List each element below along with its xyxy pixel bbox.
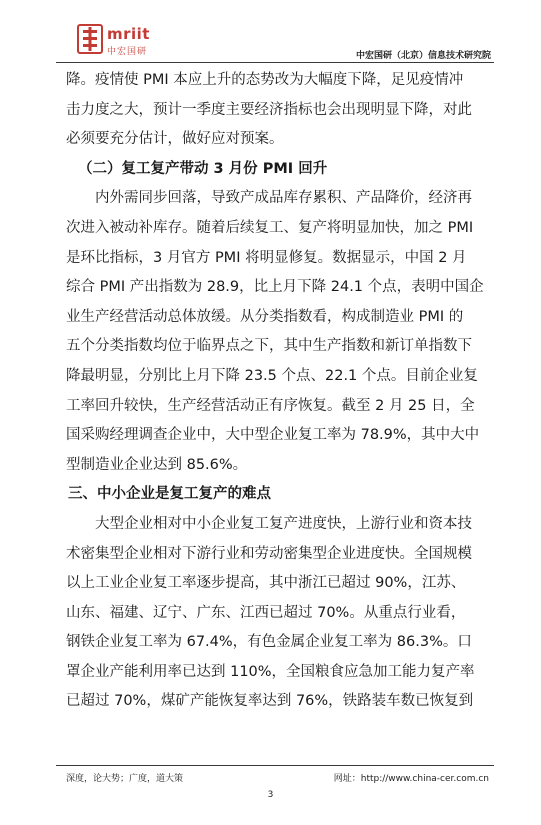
paragraph-line: 型制造业企业达到 85.6%。 (66, 456, 248, 473)
paragraph-line: 以上工业企业复工率逐步提高，其中浙江已超过 90%，江苏、 (66, 575, 466, 592)
paragraph-line: 钢铁企业复工率为 67.4%，有色金属企业复工率为 86.3%。口 (66, 634, 472, 651)
section-heading: 三、中小企业是复工复产的难点 (68, 486, 271, 503)
paragraph-line: 是环比指标，3 月官方 PMI 将明显修复。数据显示，中国 2 月 (66, 249, 467, 266)
paragraph-line: 次进入被动补库存。随着后续复工、复产将明显加快，加之 PMI (66, 219, 474, 236)
paragraph-line: 击力度之大，预计一季度主要经济指标也会出现明显下降，对此 (66, 101, 472, 118)
logo-subtext: 中宏国研 (107, 47, 148, 57)
paragraph-line: 罩企业产能利用率已达到 110%，全国粮食应急加工能力复产率 (66, 663, 475, 680)
page-number: 3 (267, 790, 274, 800)
header-divider (56, 62, 494, 63)
subsection-heading: （二）复工复产带动 3 月份 PMI 回升 (78, 160, 328, 177)
paragraph-line: 术密集型企业相对下游行业和劳动密集型企业进度快。全国规模 (66, 545, 472, 562)
logo (77, 24, 167, 58)
paragraph-line: 内外需同步回落，导致产成品库存累积、产品降价，经济再 (95, 190, 472, 207)
logo-mark-icon (77, 24, 103, 54)
paragraph-line: 大型企业相对中小企业复工复产进度快，上游行业和资本技 (95, 515, 472, 532)
paragraph-line: 已超过 70%，煤矿产能恢复率达到 76%，铁路装车数已恢复到 (66, 693, 474, 710)
paragraph-line: 综合 PMI 产出指数为 28.9，比上月下降 24.1 个点，表明中国企 (66, 279, 484, 296)
paragraph-line: 必须要充分估计，做好应对预案。 (66, 131, 284, 148)
organization-name: 中宏国研（北京）信息技术研究院 (355, 51, 491, 61)
footer-slogan: 深度，论大势；广度，道大策 (66, 774, 184, 784)
paragraph-line: 国采购经理调查企业中，大中型企业复工率为 78.9%，其中大中 (66, 427, 480, 444)
paragraph-line: 降最明显，分别比上月下降 23.5 个点、22.1 个点。目前企业复 (66, 367, 478, 384)
paragraph-line: 降。疫情使 PMI 本应上升的态势改为大幅度下降，足见疫情冲 (66, 72, 464, 88)
paragraph-line: 业生产经营活动总体放缓。从分类指数看，构成制造业 PMI 的 (66, 308, 464, 325)
paragraph-line: 工率回升较快，生产经营活动正有序恢复。截至 2 月 25 日，全 (66, 397, 475, 414)
footer-website[interactable]: 网址：http://www.china-cer.com.cn (333, 774, 489, 784)
document-body (66, 66, 492, 717)
paragraph-line: 山东、福建、辽宁、广东、江西已超过 70%。从重点行业看， (66, 604, 466, 621)
paragraph-line: 五个分类指数均位于临界点之下，其中生产指数和新订单指数下 (66, 338, 472, 355)
footer-divider (56, 765, 494, 766)
logo-text: mriit (107, 25, 150, 43)
